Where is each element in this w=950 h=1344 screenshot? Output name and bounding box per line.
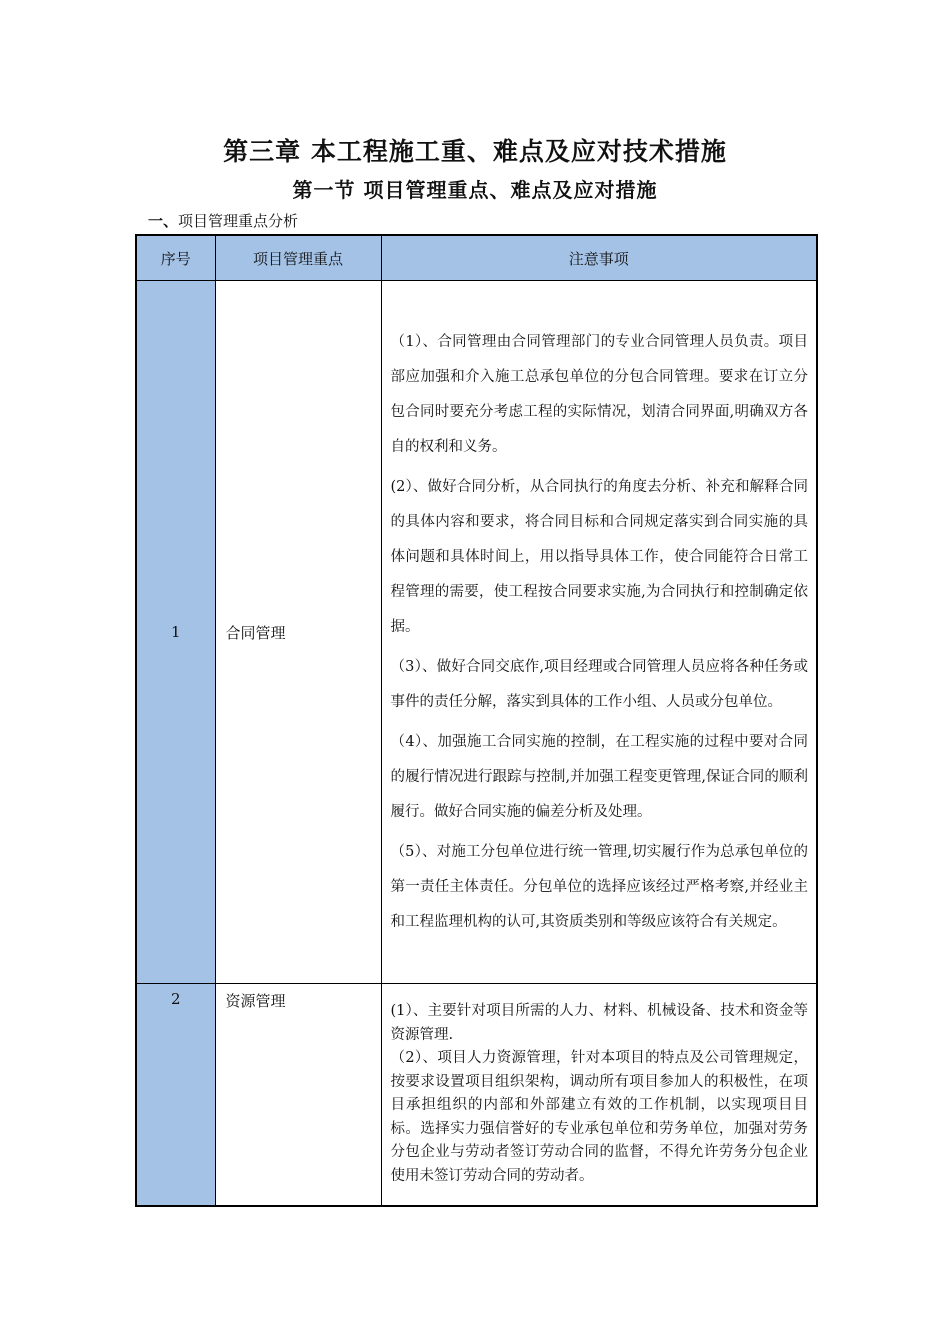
row-seq: 2 bbox=[136, 984, 215, 1206]
table-row bbox=[136, 984, 817, 1206]
subsection-heading bbox=[148, 210, 298, 231]
row-topic: 资源管理 bbox=[215, 984, 381, 1206]
table-row bbox=[136, 281, 817, 984]
row-topic: 合同管理 bbox=[215, 281, 381, 984]
note-paragraph: (2）、做好合同分析，从合同执行的角度去分析、补充和解释合同的具体内容和要求，将合同目标和合同规定落实到合同实施的具体问题和具体时间上，用以指导具体工作，使合同能符合日常工程管理的需要，使工程按合同要求实施,为合同执行和控制确定依据。 bbox=[390, 478, 808, 635]
section-title: 第一节 项目管理重点、难点及应对措施 bbox=[292, 178, 658, 202]
header-notes: 注意事项 bbox=[381, 235, 817, 281]
row-seq: 1 bbox=[136, 281, 215, 984]
row-notes bbox=[381, 984, 817, 1206]
table-header-row bbox=[136, 235, 817, 281]
management-key-points-table bbox=[135, 234, 818, 1207]
header-topic: 项目管理重点 bbox=[215, 235, 381, 281]
subsection-number: 一、 bbox=[148, 212, 179, 230]
note-paragraph: （5）、对施工分包单位进行统一管理,切实履行作为总承包单位的第一责任主体责任。分包单位的选择应该经过严格考察,并经业主和工程监理机构的认可,其资质类别和等级应该符合有关规定。 bbox=[390, 843, 808, 930]
header-seq: 序号 bbox=[136, 235, 215, 281]
note-paragraph: （4）、加强施工合同实施的控制，在工程实施的过程中要对合同的履行情况进行跟踪与控制,并加强工程变更管理,保证合同的顺利履行。做好合同实施的偏差分析及处理。 bbox=[390, 733, 808, 820]
note-paragraph: （1）、合同管理由合同管理部门的专业合同管理人员负责。项目部应加强和介入施工总承包单位的分包合同管理。要求在订立分包合同时要充分考虑工程的实际情况，划清合同界面,明确双方各自的权利和义务。 bbox=[390, 333, 808, 455]
note-paragraph: (1）、主要针对项目所需的人力、材料、机械设备、技术和资金等资源管理. bbox=[390, 1003, 808, 1043]
row-notes bbox=[381, 281, 817, 984]
chapter-title: 第三章 本工程施工重、难点及应对技术措施 bbox=[223, 137, 727, 166]
note-paragraph: （2）、项目人力资源管理，针对本项目的特点及公司管理规定，按要求设置项目组织架构，调动所有项目参加人的积极性，在项目承担组织的内部和外部建立有效的工作机制，以实现项目目标。选择实力强信誉好的专业承包单位和劳务单位，加强对劳务分包企业与劳动者签订劳动合同的监督，不得允许劳务分包企业使用未签订劳动合同的劳动者。 bbox=[390, 1050, 808, 1184]
note-paragraph: （3）、做好合同交底作,项目经理或合同管理人员应将各种任务或事件的责任分解，落实到具体的工作小组、人员或分包单位。 bbox=[390, 658, 808, 710]
subsection-title: 项目管理重点分析 bbox=[178, 212, 299, 230]
